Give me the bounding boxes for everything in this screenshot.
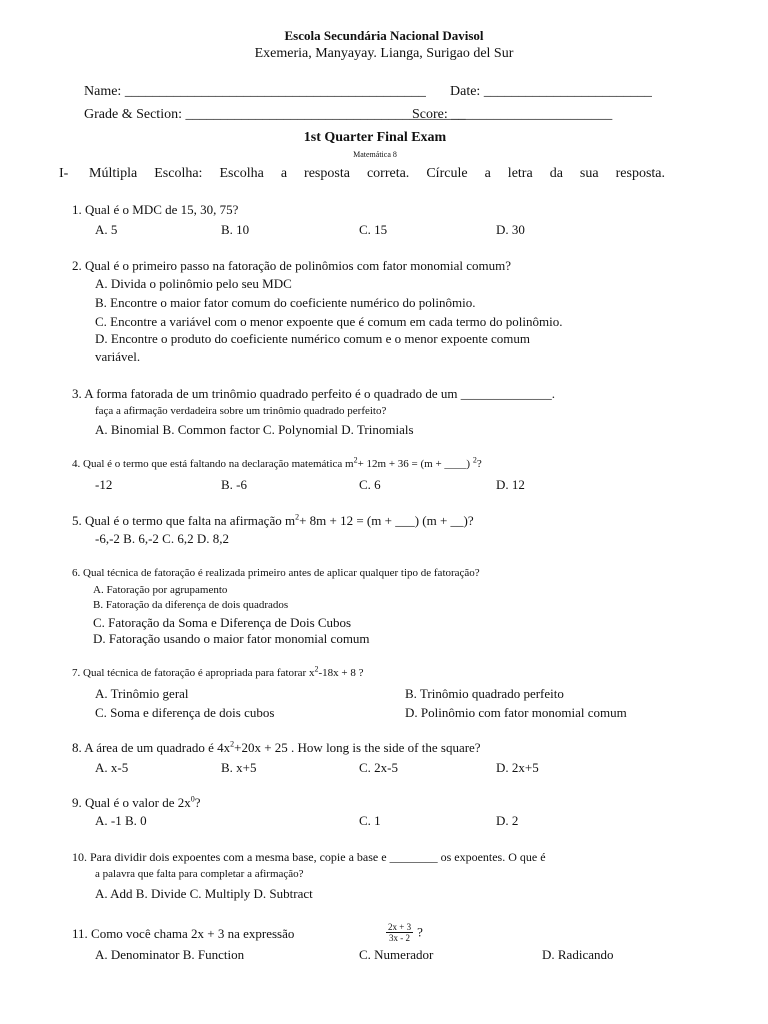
question-6: 6. Qual técnica de fatoração é realizada primeiro antes de aplicar qualquer tipo de fatoração? — [72, 567, 480, 579]
part-number: I- — [59, 166, 69, 181]
question-7: 7. Qual técnica de fatoração é apropriada para fatorar $x^2-18x + 8$ ? — [72, 664, 364, 679]
q11-option-c[interactable]: C. Numerador — [359, 947, 434, 962]
fraction — [386, 922, 413, 943]
question-5: 5. Qual é o termo que falta na afirmação $m^2+ 8m + 12 = (m$ + ___) (m + __)? — [72, 512, 474, 528]
q1-option-b[interactable]: B. 10 — [221, 222, 250, 237]
question-11: 11. Como você chama 2x + 3 na expressão — [72, 926, 295, 941]
q7-option-a[interactable]: A. Trinômio geral — [95, 686, 189, 701]
q7-option-b[interactable]: B. Trinômio quadrado perfeito — [405, 686, 564, 701]
question-1: 1. Qual é o MDC de 15, 30, 75? — [72, 202, 239, 217]
name-field[interactable]: Name: ___________________________________________ — [84, 84, 426, 99]
q2-option-d[interactable]: D. Encontre o produto do coeficiente numérico comum e o menor expoente comum — [95, 331, 530, 346]
q6-option-c[interactable]: C. Fatoração da Soma e Diferença de Dois Cubos — [93, 615, 352, 630]
school-address: Exemeria, Manyayay. Lianga, Surigao del Sur — [254, 46, 514, 61]
q5-options[interactable]: -6,-2 B. 6,-2 C. 6,2 D. 8,2 — [95, 531, 229, 546]
q8-option-a[interactable]: A. x-5 — [95, 760, 129, 775]
exam-subject: Matemática 8 — [353, 150, 397, 159]
fraction-denominator: 3x - 2 — [389, 933, 411, 943]
exam-title: 1st Quarter Final Exam — [303, 130, 447, 145]
q4-option-b[interactable]: B. -6 — [221, 477, 247, 492]
question-9: 9. Qual é o valor de $2x^0$? — [72, 794, 201, 810]
q11-option-d[interactable]: D. Radicando — [542, 947, 614, 962]
q7-option-c[interactable]: C. Soma e diferença de dois cubos — [95, 705, 275, 720]
q11-fraction — [386, 922, 423, 943]
q8-option-d[interactable]: D. 2x+5 — [496, 760, 539, 775]
q10-options[interactable]: A. Add B. Divide C. Multiply D. Subtract — [95, 886, 313, 901]
q7-option-d[interactable]: D. Polinômio com fator monomial comum — [405, 705, 627, 720]
question-3-sub: faça a afirmação verdadeira sobre um trinômio quadrado perfeito? — [95, 405, 387, 417]
q11-option-ab[interactable]: A. Denominator B. Function — [95, 947, 245, 962]
q9-option-c[interactable]: C. 1 — [359, 813, 381, 828]
q2-option-c[interactable]: C. Encontre a variável com o menor expoente que é comum em cada termo do polinômio. — [95, 314, 563, 329]
fraction-numerator: 2x + 3 — [388, 922, 412, 932]
q9-option-d[interactable]: D. 2 — [496, 813, 519, 828]
date-field[interactable]: Date: ________________________ — [450, 84, 652, 99]
q1-option-c[interactable]: C. 15 — [359, 222, 388, 237]
q8-option-c[interactable]: C. 2x-5 — [359, 760, 398, 775]
q3-options[interactable]: A. Binomial B. Common factor C. Polynomial D. Trinomials — [95, 422, 414, 437]
q6-option-a[interactable]: A. Fatoração por agrupamento — [93, 584, 228, 596]
question-3: 3. A forma fatorada de um trinômio quadrado perfeito é o quadrado de um ______________. — [72, 386, 556, 401]
q4-option-c[interactable]: C. 6 — [359, 477, 381, 492]
instruction-line — [59, 166, 665, 182]
question-4: 4. Qual é o termo que está faltando na declaração matemática $m^2+ 12m + 36 = (m$ + ____) $^2$? — [72, 455, 482, 470]
q8-option-b[interactable]: B. x+5 — [221, 760, 257, 775]
q4-option-a[interactable]: -12 — [95, 477, 113, 492]
score-field[interactable]: Score: _______________________ — [412, 107, 613, 122]
q2-option-a[interactable]: A. Divida o polinômio pelo seu MDC — [95, 276, 292, 291]
question-10-sub: a palavra que falta para completar a afirmação? — [95, 868, 304, 880]
q6-option-d[interactable]: D. Fatoração usando o maior fator monomial comum — [93, 631, 370, 646]
q6-option-b[interactable]: B. Fatoração da diferença de dois quadrados — [93, 599, 289, 611]
fraction-question-mark: ? — [417, 924, 423, 940]
q2-option-d-cont: variável. — [95, 349, 141, 364]
instruction-text: Múltipla Escolha: Escolha a resposta correta. Círcule a letra da sua resposta. — [89, 166, 665, 181]
q1-option-d[interactable]: D. 30 — [496, 222, 525, 237]
q4-option-d[interactable]: D. 12 — [496, 477, 525, 492]
question-10: 10. Para dividir dois expoentes com a mesma base, copie a base e ________ os expoentes. O que é — [72, 850, 546, 864]
school-name: Escola Secundária Nacional Davisol — [284, 28, 484, 43]
question-2: 2. Qual é o primeiro passo na fatoração de polinômios com fator monomial comum? — [72, 258, 511, 273]
grade-section-field[interactable]: Grade & Section: ________________________________________ — [84, 107, 466, 122]
q2-option-b[interactable]: B. Encontre o maior fator comum do coeficiente numérico do polinômio. — [95, 295, 476, 310]
q1-option-a[interactable]: A. 5 — [95, 222, 118, 237]
q9-option-ab[interactable]: A. -1 B. 0 — [95, 813, 147, 828]
question-8: 8. A área de um quadrado é $4x^2+20x + 25$ . How long is the side of the square? — [72, 739, 481, 755]
